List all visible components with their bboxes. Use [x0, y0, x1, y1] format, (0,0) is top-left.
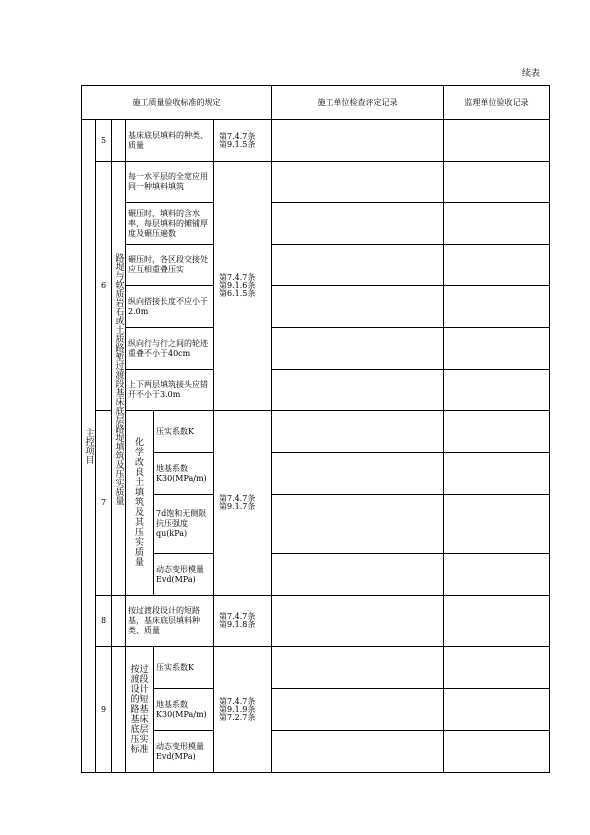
contractor-record-cell[interactable]: [272, 554, 444, 596]
category-cell: [82, 120, 96, 773]
item-text: 基床底层填料的种类、质量: [126, 120, 214, 162]
table-row: [82, 162, 550, 203]
contractor-record-cell[interactable]: [272, 495, 444, 554]
supervisor-record-cell[interactable]: [444, 328, 550, 370]
clause-ref: 第7.4.7条 第9.1.6条 第6.1.5条: [214, 162, 272, 411]
blank-cell: [112, 120, 126, 162]
clause-ref: 第7.4.7条 第9.1.7条: [214, 411, 272, 596]
table-row: [82, 328, 550, 370]
supervisor-record-cell[interactable]: [444, 689, 550, 731]
category-label: 主控项目: [83, 428, 94, 464]
supervisor-record-cell[interactable]: [444, 596, 550, 647]
table-row: [82, 411, 550, 453]
subgroup-sub-cell: [126, 411, 154, 596]
subgroup-cell: [112, 162, 126, 596]
supervisor-record-cell[interactable]: [444, 286, 550, 328]
supervisor-record-cell[interactable]: [444, 370, 550, 411]
supervisor-record-cell[interactable]: [444, 554, 550, 596]
contractor-record-cell[interactable]: [272, 286, 444, 328]
subgroup-label: 路堤与软质岩石或土质路堑过渡段基床底层路堤填筑及压实质量: [113, 252, 124, 505]
supervisor-record-cell[interactable]: [444, 245, 550, 286]
blank-cell: [112, 596, 126, 647]
contractor-record-cell[interactable]: [272, 328, 444, 370]
header-supervisor-record: 监理单位验收记录: [444, 86, 550, 120]
contractor-record-cell[interactable]: [272, 411, 444, 453]
row-number: 9: [96, 647, 112, 773]
item-text: 碾压时，填料的含水率，每层填料的摊铺厚度及碾压遍数: [126, 203, 214, 245]
item-text: 每一水平层的全宽应用同一种填料填筑: [126, 162, 214, 203]
item-text: 地基系数K30(MPa/m): [154, 689, 214, 731]
subgroup-sub-cell: [126, 647, 154, 773]
contractor-record-cell[interactable]: [272, 596, 444, 647]
item-text: 压实系数K: [154, 411, 214, 453]
contractor-record-cell[interactable]: [272, 245, 444, 286]
subgroup-sub-label: 化学改良土填筑及其压实质量: [134, 438, 144, 568]
contractor-record-cell[interactable]: [272, 647, 444, 689]
item-text: 地基系数K30(MPa/m): [154, 453, 214, 495]
table-row: [82, 596, 550, 647]
row-number: 5: [96, 120, 112, 162]
supervisor-record-cell[interactable]: [444, 162, 550, 203]
item-text: 碾压时，各区段交接处应互相重叠压实: [126, 245, 214, 286]
table-row: [82, 245, 550, 286]
item-text: 按过渡段设计的短路基，基床底层填料种类、质量: [126, 596, 214, 647]
supervisor-record-cell[interactable]: [444, 453, 550, 495]
header-row: [82, 86, 550, 120]
item-text: 动态变形模量Evd(MPa): [154, 554, 214, 596]
table-row: [82, 120, 550, 162]
row-number: 7: [96, 411, 112, 596]
item-text: 纵向行与行之间的轮迹重叠不小于40cm: [126, 328, 214, 370]
row-number: 8: [96, 596, 112, 647]
supervisor-record-cell[interactable]: [444, 203, 550, 245]
contractor-record-cell[interactable]: [272, 453, 444, 495]
item-text: 纵向搭接长度不应小于2.0m: [126, 286, 214, 328]
contractor-record-cell[interactable]: [272, 203, 444, 245]
clause-ref: 第7.4.7条 第9.1.8条: [214, 596, 272, 647]
table-row: [82, 370, 550, 411]
inspection-table: [81, 85, 550, 773]
supervisor-record-cell[interactable]: [444, 120, 550, 162]
item-text: 动态变形模量Evd(MPa): [154, 731, 214, 773]
item-text: 7d饱和无侧限抗压强度qu(kPa): [154, 495, 214, 554]
contractor-record-cell[interactable]: [272, 162, 444, 203]
contractor-record-cell[interactable]: [272, 120, 444, 162]
header-contractor-record: 施工单位检查评定记录: [272, 86, 444, 120]
blank-cell: [112, 647, 126, 773]
item-text: 压实系数K: [154, 647, 214, 689]
contractor-record-cell[interactable]: [272, 689, 444, 731]
table-row: [82, 647, 550, 689]
subgroup-sub-label: 按过渡段设计的短路基基床底层压实标准: [130, 664, 149, 755]
supervisor-record-cell[interactable]: [444, 731, 550, 773]
header-standard: 施工质量验收标准的规定: [82, 86, 272, 120]
clause-ref: 第7.4.7条 第9.1.9条 第7.2.7条: [214, 647, 272, 773]
row-number: 6: [96, 162, 112, 411]
item-text: 上下两层填筑接头应错开不小于3.0m: [126, 370, 214, 411]
supervisor-record-cell[interactable]: [444, 411, 550, 453]
clause-ref: 第7.4.7条 第9.1.5条: [214, 120, 272, 162]
table-row: [82, 286, 550, 328]
table-row: [82, 203, 550, 245]
continued-label: 续表: [522, 69, 541, 79]
supervisor-record-cell[interactable]: [444, 647, 550, 689]
contractor-record-cell[interactable]: [272, 731, 444, 773]
contractor-record-cell[interactable]: [272, 370, 444, 411]
supervisor-record-cell[interactable]: [444, 495, 550, 554]
